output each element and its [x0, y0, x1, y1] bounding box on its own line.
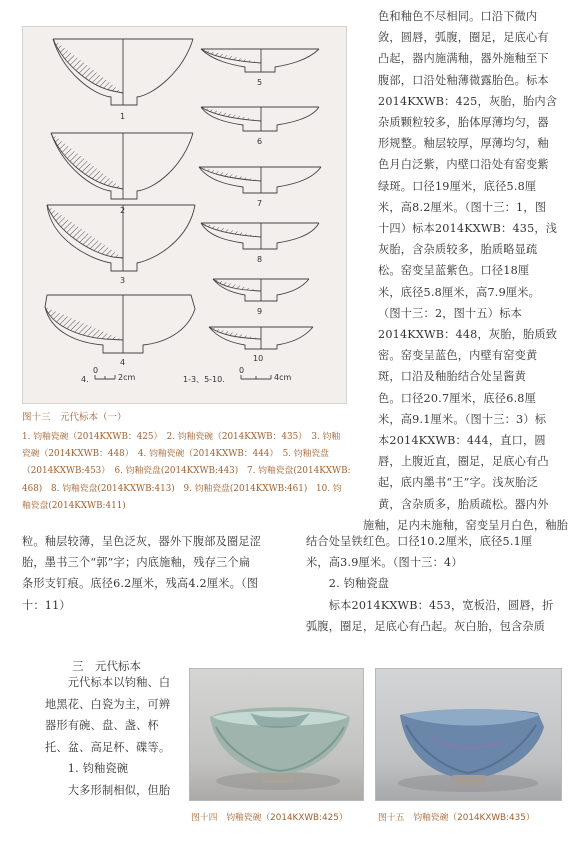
text-line: 十：11） — [22, 598, 71, 612]
text-line: 形规整。釉层较厚，厚薄均匀，釉 — [378, 137, 549, 151]
photo-jun-glaze-bowl-425 — [189, 668, 364, 801]
drawing-number-10: 10 — [253, 354, 264, 363]
text-line: 色。口径20.7厘米，底径6.8厘 — [378, 391, 536, 405]
text-line: （图十三：2，图十五）标本 — [378, 306, 522, 320]
caption-line: （2014KXWB:453） 6. 钧釉瓷盘(2014KXWB:443) 7. 钧釉瓷盘(2014KXWB: — [22, 466, 351, 477]
text-line: 2. 钧釉瓷盘 — [306, 577, 390, 591]
pottery-profile-drawings — [23, 27, 346, 403]
text-line: 色月白泛紫，内壁口沿处有窑变紫 — [378, 158, 549, 172]
drawing-number-6: 6 — [257, 137, 263, 146]
text-line: 米，底径5.8厘米，高7.9厘米。 — [378, 285, 541, 299]
caption-line: 瓷碗（2014KXWB：448） 4. 钧釉瓷碗（2014KXWB：444） 5. 钧釉瓷盘 — [22, 449, 329, 460]
scale-a-label: 4. — [81, 375, 89, 384]
photo-jun-glaze-bowl-435 — [375, 668, 562, 801]
text-line: 米，高8.2厘米。（图十三：1，图 — [378, 200, 547, 214]
text-line: 元代标本以钧釉、白 — [45, 676, 171, 689]
photo-14-caption: 图十四 钧釉瓷碗（2014KXWB:425） — [191, 813, 348, 823]
text-line: 敛，圆唇，弧腹，圈足，足底心有 — [378, 31, 549, 45]
section-title: 三 元代标本 — [72, 659, 141, 673]
drawing-number-3: 3 — [120, 276, 126, 285]
scale-a-value: 2cm — [118, 373, 136, 382]
text-line: 结合处呈铁红色。口径10.2厘米，底径5.1厘 — [306, 535, 533, 548]
text-line: 大多形制相似，但胎 — [45, 783, 171, 797]
right-lower-text — [306, 531, 571, 637]
drawing-number-9: 9 — [257, 307, 263, 316]
text-line: 米，高9.1厘米。（图十三：3）标 — [378, 412, 547, 426]
left-column-text — [45, 672, 170, 801]
text-line: 施釉，足内未施釉，窑变呈月白色，釉胎 — [363, 518, 568, 532]
drawing-number-4: 4 — [120, 358, 126, 367]
text-line: 条形支钉痕。底径6.2厘米，残高4.2厘米。（图 — [22, 577, 259, 591]
caption-line: 1. 钧釉瓷碗（2014KXWB：425） 2. 钧釉瓷碗（2014KXWB：435） 3. 钧釉 — [22, 432, 341, 442]
text-line: 弧腹，圈足，足底心有凸起。灰白胎，包含杂质 — [306, 619, 546, 633]
bowl-425-illustration — [190, 669, 363, 800]
text-line: 2014KXWB：425，灰胎，胎内含 — [378, 94, 558, 108]
text-line: 地黑花、白瓷为主，可辨 — [45, 697, 171, 711]
figure-13-title: 图十三 元代标本（一） — [22, 412, 127, 423]
scale-b-value: 4cm — [274, 373, 292, 382]
bowl-435-illustration — [376, 669, 561, 800]
bottom-left-text — [22, 531, 261, 616]
text-line: 唇，上腹近直，圈足，足底心有凸 — [378, 455, 549, 469]
text-line: 松。窑变呈蓝紫色。口径18厘 — [378, 264, 530, 278]
caption-line: 釉瓷盘(2014KXWB:411) — [22, 500, 126, 511]
figure-13-drawing — [22, 26, 347, 404]
text-line: 粒。釉层较薄，呈色泛灰，器外下腹部及圈足涩 — [22, 535, 262, 548]
text-line: 绿斑。口径19厘米，底径5.8厘 — [378, 179, 537, 193]
figure-13-caption-list — [22, 429, 352, 515]
text-line: 腹部，口沿处釉薄微露胎色。标本 — [378, 73, 549, 87]
text-line: 托、盆、高足杯、碟等。 — [45, 740, 171, 754]
text-line: 灰胎，含杂质较多，胎质略显疏 — [378, 243, 538, 257]
drawing-number-7: 7 — [257, 199, 263, 208]
drawing-number-5: 5 — [257, 78, 263, 87]
drawing-number-1: 1 — [120, 112, 126, 121]
text-line: 黄，含杂质多，胎质疏松。器内外 — [378, 497, 549, 511]
text-line: 凸起，器内施满釉，器外施釉至下 — [378, 52, 549, 66]
text-line: 器形有碗、盘、盏、杯 — [45, 719, 159, 732]
text-line: 斑，口沿及釉胎结合处呈酱黄 — [378, 370, 527, 384]
text-line: 起，底内墨书“王”字。浅灰胎泛 — [378, 476, 538, 490]
scale-a-zero: 0 — [93, 366, 99, 375]
scale-b-zero: 0 — [239, 366, 245, 375]
drawing-number-8: 8 — [257, 255, 263, 264]
text-line: 米，高3.9厘米。（图十三：4） — [306, 556, 463, 570]
text-line: 2014KXWB：448，灰胎，胎质致 — [378, 328, 558, 342]
drawing-number-2: 2 — [120, 206, 126, 215]
text-line: 十四）标本2014KXWB：435，浅 — [378, 222, 558, 236]
text-line: 1. 钧釉瓷碗 — [45, 762, 129, 775]
text-line: 本2014KXWB：444，直口，圆 — [378, 434, 546, 448]
right-column-text — [363, 6, 571, 536]
caption-line: 468) 8. 钧釉瓷盘(2014KXWB:413) 9. 钧釉瓷盘(2014KXWB:461) 10. 钧 — [22, 483, 342, 494]
text-line: 标本2014KXWB：453，宽板沿，圆唇，折 — [306, 598, 554, 612]
photo-15-caption: 图十五 钧釉瓷碗（2014KXWB:435） — [378, 813, 535, 823]
text-line: 密。窑变呈蓝色，内壁有窑变黄 — [378, 349, 538, 363]
text-line: 胎，墨书三个“郭”字；内底施釉，残存三个扁 — [22, 556, 251, 570]
scale-b-label: 1-3、5-10. — [183, 375, 225, 384]
text-line: 色和釉色不尽相同。口沿下微内 — [378, 10, 538, 23]
text-line: 杂质颗粒较多，胎体厚薄均匀，器 — [378, 116, 549, 130]
